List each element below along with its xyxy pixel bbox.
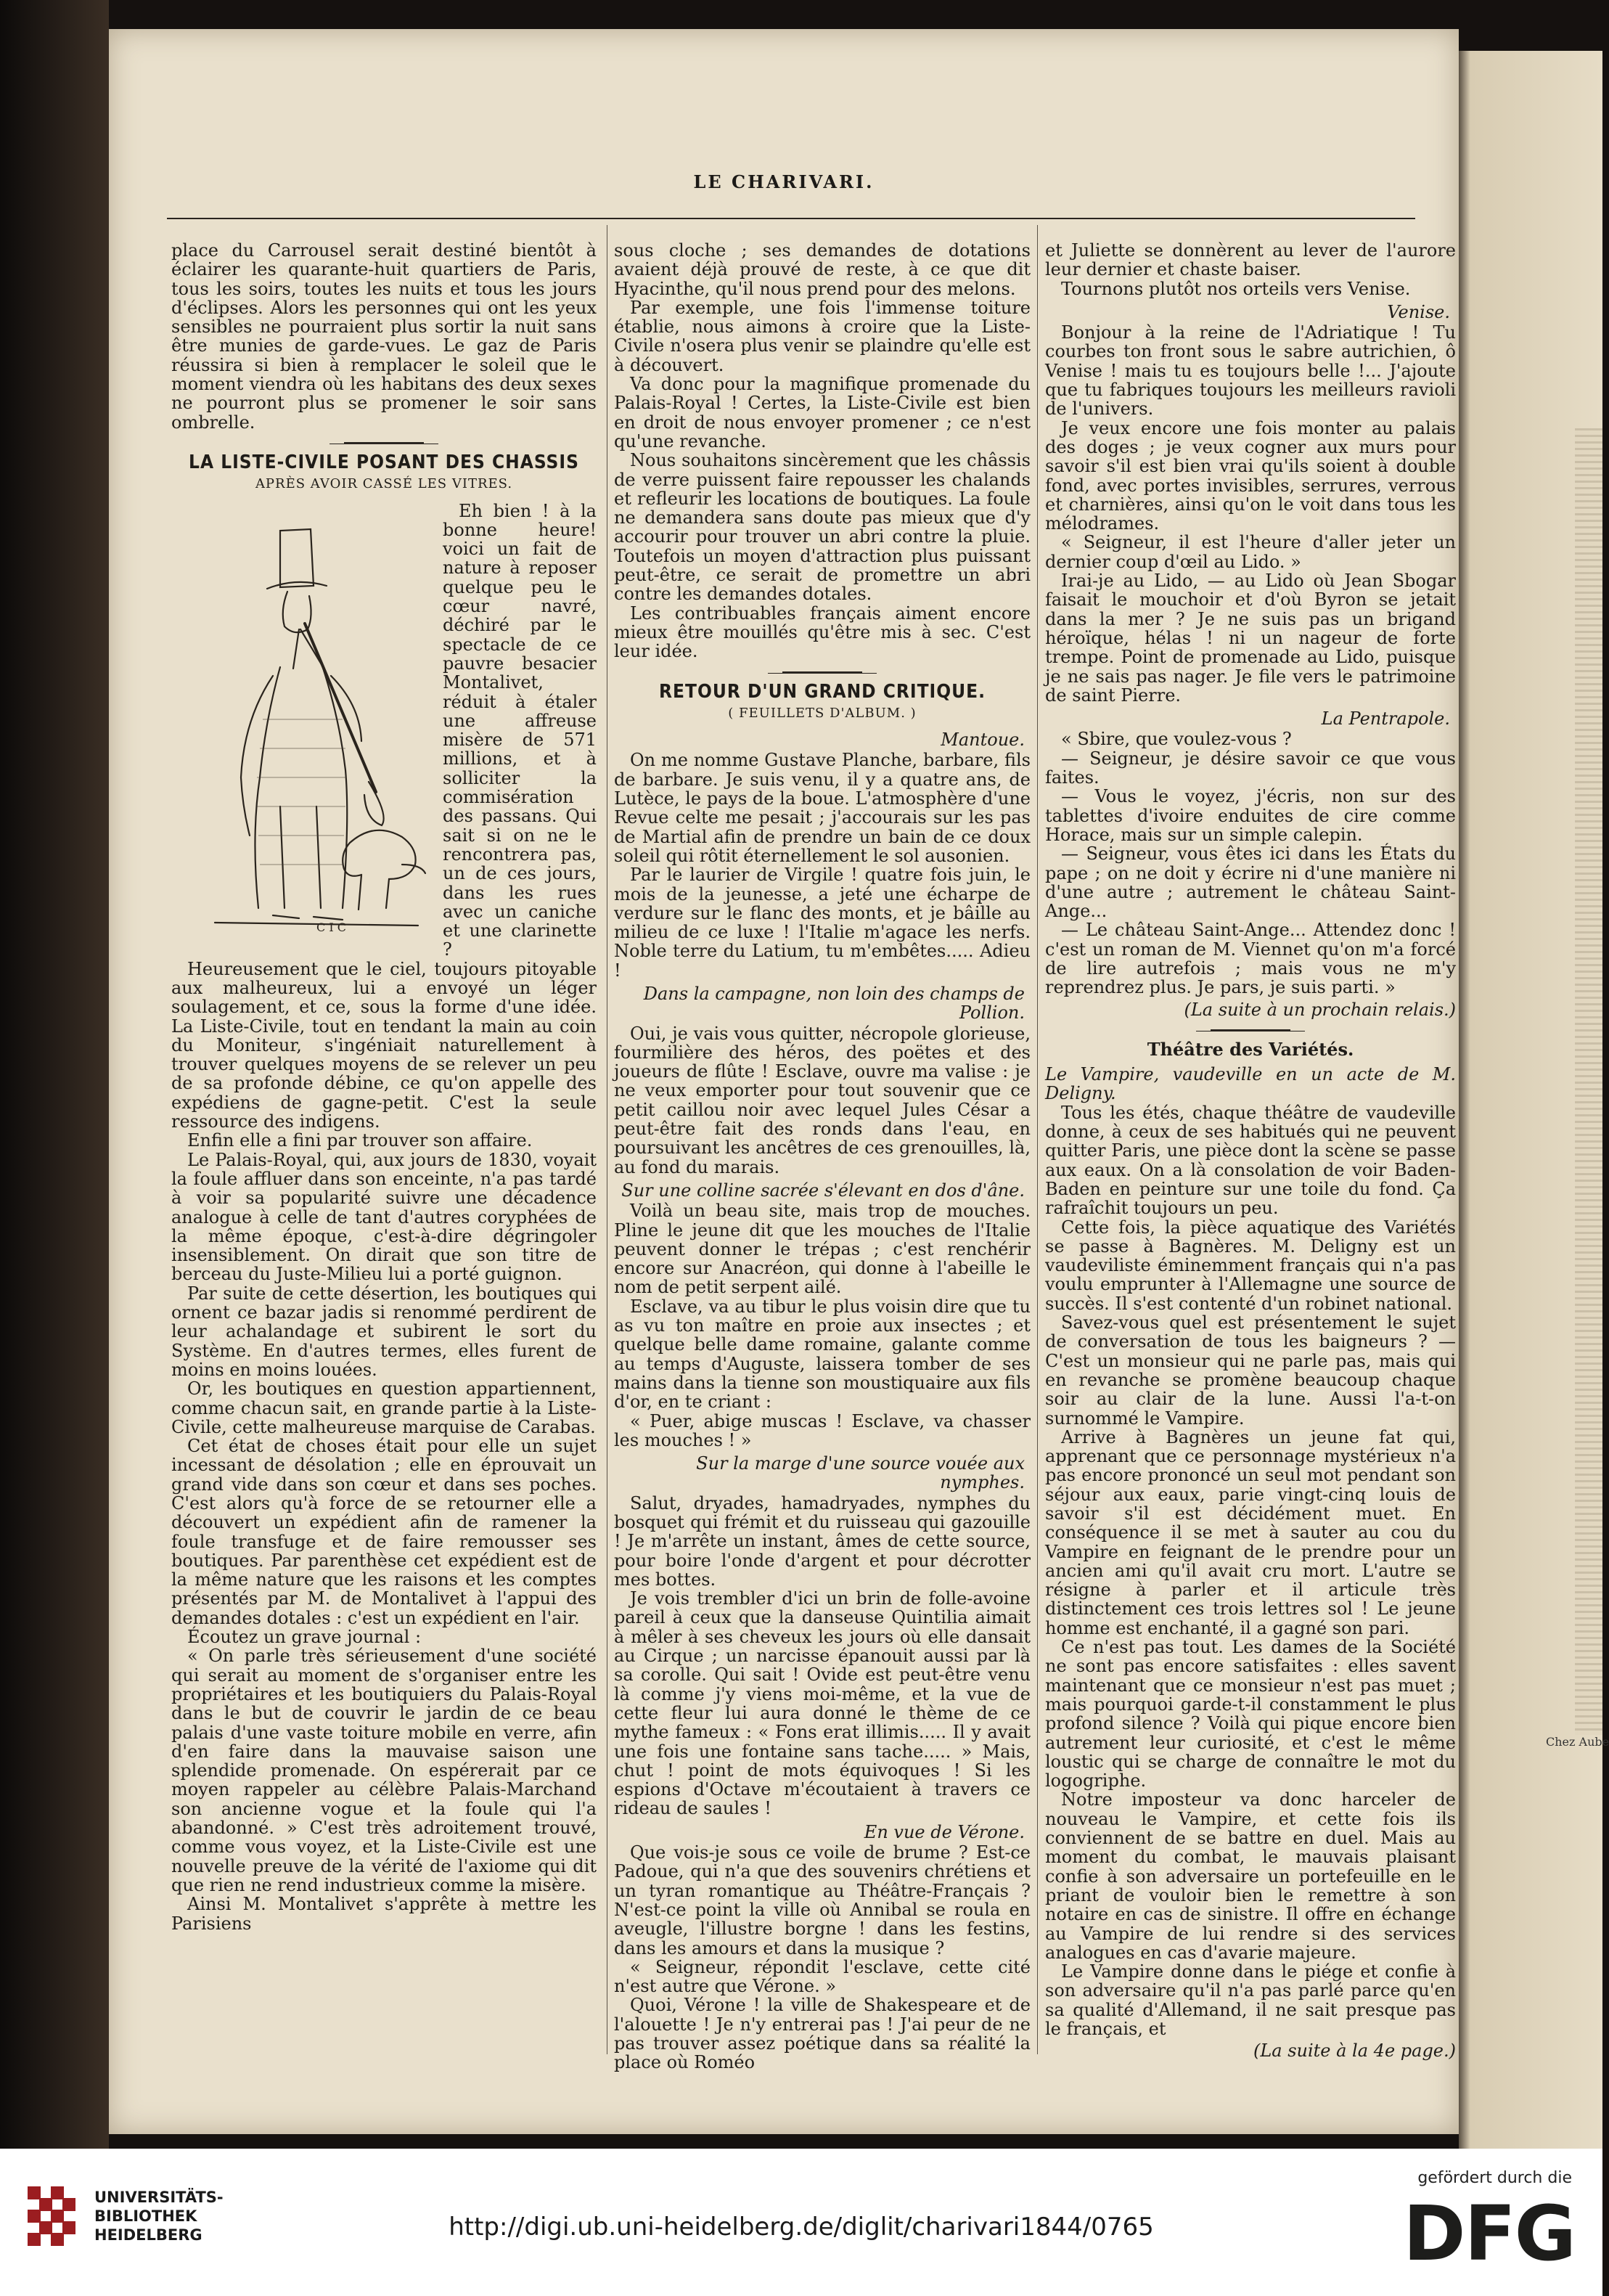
separator bbox=[782, 671, 862, 674]
article-title: LA LISTE-CIVILE POSANT DES CHASSIS bbox=[189, 451, 579, 473]
paragraph: Par le laurier de Virgile ! quatre fois juin, le mois de la jeunesse, a jeté une écharpe de verdure sur le flanc des monts, et je bâille au milieu de ce luxe ! l'Italie m'agace les nerfs. Noble terre du Latium, tu m'embêtes..... Adieu ! bbox=[614, 865, 1031, 981]
paragraph: Par exemple, une fois l'immense toiture établie, nous aimons à croire que la Liste-Civile n'osera plus venir se plaindre qu'elle est à découvert. bbox=[614, 297, 1031, 375]
paragraph: Tournons plutôt nos orteils vers Venise. bbox=[1061, 278, 1411, 299]
paragraph: Voilà un beau site, mais trop de mouches. Pline le jeune dit que les mouches de l'Italie peuvent donner le trépas ; c'est renchérir encore sur Anacréon, qui donne à l'abeille le nom de petit serpent ailé. bbox=[614, 1201, 1031, 1298]
dateline: La Pentrapole. bbox=[1321, 708, 1450, 730]
paragraph: « Sbire, que voulez-vous ? bbox=[1061, 729, 1292, 750]
paragraph: Savez-vous quel est présentement le sujet de conversation de tous les baigneurs ? — C'est un monsieur qui ne parle pas, mais qui en revanche se promène beaucoup chaque soir au clair de la lune. Aussi l'a-t-on surnommé le Vampire. bbox=[1045, 1312, 1456, 1429]
column-1 bbox=[171, 241, 597, 1933]
paragraph: sous cloche ; ses demandes de dotations avaient déjà prouvé de reste, à ce que dit Hyacinthe, qu'il nous prend pour des melons. bbox=[614, 240, 1031, 299]
paragraph: Le Palais-Royal, qui, aux jours de 1830, voyait la foule affluer dans son enceinte, n'a pas tardé à voir sa popularité suivre une décadence analogue à celle de tant d'autres coryphées de la même époque, c'est-à-dire dégringoler insensiblement. On dirait que son titre de berceau du Juste-Milieu lui a porté guignon. bbox=[171, 1149, 597, 1285]
play-title: Le Vampire, vaudeville en un acte de M. Deligny. bbox=[1045, 1064, 1456, 1104]
footer-bar bbox=[0, 2149, 1602, 2296]
paragraph: — Seigneur, je désire savoir ce que vous faites. bbox=[1045, 748, 1456, 788]
continuation-note: (La suite à la 4e page.) bbox=[1253, 2040, 1456, 2062]
continuation-note: (La suite à un prochain relais.) bbox=[1184, 999, 1456, 1020]
separator bbox=[1211, 1029, 1290, 1031]
paragraph: — Le château Saint-Ange... Attendez donc ! c'est un roman de M. Viennet qu'on m'a forcé de lire autrefois ; mais vous ne m'y reprendrez plus. Je pars, je suis parti. » bbox=[1045, 920, 1456, 998]
next-page-illustration bbox=[1575, 428, 1602, 1735]
paragraph: Cet état de choses était pour elle un sujet incessant de désolation ; elle en éprouvait un grand vide dans son cœur et dans ses poches. C'est alors qu'à force de se retourner elle a découvert un expédient afin de ramener la foule transfuge et de faire remousser ses boutiques. Par parenthèse cet expédient est de la même nature que les raisons et les comptes présentés par M. de Montalivet à l'appui des demandes dotales : c'est un expédient en l'air. bbox=[171, 1436, 597, 1628]
paragraph: Écoutez un grave journal : bbox=[187, 1627, 422, 1648]
paragraph: On me nomme Gustave Planche, barbare, fils de barbare. Je suis venu, il y a quatre ans, de Lutèce, le pays de la boue. L'atmosphère d'une Revue celte me pesait ; j'accourais sur les pas de Martial afin de prendre un bain de ce doux soleil qui rôtit éternellement le sol ausonien. bbox=[614, 750, 1031, 866]
next-page-strip bbox=[1459, 51, 1609, 2149]
paragraph: Notre imposteur va donc harceler de nouveau le Vampire, et cette fois ils conviennent de se battre en duel. Mais au moment du combat, le mauvais plaisant confie à son adversaire un portefeuille en le priant de vouloir bien le remettre à son notaire en cas de sinistre. Il offre en échange au Vampire de lui rendre si des services analogues en cas d'avarie majeure. bbox=[1045, 1789, 1456, 1963]
library-name-line: UNIVERSITÄTS- bbox=[94, 2189, 224, 2206]
paragraph: Par suite de cette désertion, les boutiques qui ornent ce bazar jadis si renommé perdirent de leur achalandage et subirent le sort du Système. En d'autres termes, elles furent de moins en moins louées. bbox=[171, 1283, 597, 1380]
paragraph: Cette fois, la pièce aquatique des Variétés se passe à Bagnères. M. Deligny est un vaudeviliste éminemment français qui n'a pas voulu emprunter à l'Allemagne une source de succès. Il s'est contenté d'un robinet national. bbox=[1045, 1217, 1456, 1314]
dateline: Sur une colline sacrée s'élevant en dos d'âne. bbox=[621, 1180, 1025, 1201]
intro-paragraph: place du Carrousel serait destiné bientôt à éclairer les quarante-huit quartiers de Paris, tous les soirs, toutes les nuits et tous les jours d'éclipses. Alors les personnes qui ont les yeux sensibles ne pourraient plus sortir la nuit sans être munies de garde-vues. Le gaz de Paris réussira si bien à remplacer le soleil que le moment viendra où les habitans des deux sexes ne pourront plus se promener le soir sans ombrelle. bbox=[171, 240, 597, 433]
paragraph: Irai-je au Lido, — au Lido où Jean Sbogar faisait le mouchoir et d'où Byron se jetait dans la mer ? Je ne suis pas un brigand héroïque, hélas ! ni un nageur de forte trempe. Point de promenade au Lido, puisque je ne sais pas nager. Je file vers le patrimoine de saint Pierre. bbox=[1045, 571, 1456, 706]
column-3 bbox=[1045, 241, 1456, 2061]
article-subtitle: APRÈS AVOIR CASSÉ LES VITRES. bbox=[255, 476, 513, 492]
column-rule-2 bbox=[1037, 225, 1038, 2054]
paragraph: Je vois trembler d'ici un brin de folle-avoine pareil à ceux que la danseuse Quintilia aimait à mêler à ses cheveux les jours où elle dansait au Cirque ; un narcisse épanouit aussi par là sa corolle. Qui sait ! Ovide est peut-être venu là comme j'y viens moi-même, et la vue de cette fleur lui aura donné le thème de ce mythe fameux : « Fons erat illimis..... Il y avait une fois une fontaine sans tache..... » Mais, chut ! point de mots équivoques ! Si les espions d'Octave m'écoutaient à travers ce rideau de saules ! bbox=[614, 1588, 1031, 1819]
paragraph: Tous les étés, chaque théâtre de vaudeville donne, à ceux de ses habitués qui ne peuvent quitter Paris, une pièce dont la scène se passe aux eaux. On a là consolation de voir Baden-Baden en peinture sur une toile du fond. Ça rafraîchit toujours un peu. bbox=[1045, 1102, 1456, 1219]
book-spine-edge bbox=[0, 0, 109, 2149]
masthead-rule bbox=[167, 218, 1415, 219]
paragraph: Bonjour à la reine de l'Adriatique ! Tu courbes ton front sous le sabre autrichien, ô Venise ! mais tu es toujours belle !... J'ajoute que tu fabriques toujours les meilleurs ravioli de l'univers. bbox=[1045, 322, 1456, 420]
column-2 bbox=[614, 241, 1031, 2072]
paragraph: Je veux encore une fois monter au palais des doges ; je veux cogner aux murs pour savoir s'il est bien vrai qu'ils soient à double fond, avec portes invisibles, serrures, verrous et charnières, ainsi qu'on le voit dans tous les mélodrames. bbox=[1045, 417, 1456, 534]
paragraph: Salut, dryades, hamadryades, nymphes du bosquet qui frémit et du ruisseau qui gazouille ! Je m'arrête un instant, âmes de cette source, pour boire l'onde d'argent et pour décrotter mes bottes. bbox=[614, 1492, 1031, 1590]
library-name-line: HEIDELBERG bbox=[94, 2226, 202, 2244]
funded-by-label: gefördert durch die bbox=[1417, 2169, 1572, 2187]
paragraph: « Seigneur, il est l'heure d'aller jeter un dernier coup d'œil au Lido. » bbox=[1045, 532, 1456, 572]
paragraph: Va donc pour la magnifique promenade du Palais-Royal ! Certes, la Liste-Civile est bien en droit de nous envoyer promener ; ce n'est qu'une revanche. bbox=[614, 374, 1031, 452]
paragraph: et Juliette se donnèrent au lever de l'aurore leur dernier et chaste baiser. bbox=[1045, 240, 1456, 280]
paragraph: Ce n'est pas tout. Les dames de la Société ne sont pas encore satisfaites : elles savent maintenant que ce monsieur n'est pas muet ; mais pourquoi garde-t-il constamment le plus profond silence ? Voilà qui pique encore bien autrement leur curiosité, et c'est le même loustic qui se charge de connaître le mot du logogriphe. bbox=[1045, 1637, 1456, 1792]
dateline: Mantoue. bbox=[941, 730, 1025, 751]
dateline: Dans la campagne, non loin des champs de Pollion. bbox=[643, 983, 1025, 1024]
paragraph: Arrive à Bagnères un jeune fat qui, apprenant que ce personnage mystérieux n'a pas encore prononcé un seul mot pendant son séjour aux eaux, parie vingt-cinq louis de savoir s'il est décidément muet. En conséquence il se met à sauter au cou du Vampire en feignant de le prendre pour un ancien ami qu'il avait cru mort. L'autre se résigne à parler et il articule très distinctement ces trois lettres sol ! Le jeune homme est enchanté, il a gagné son pari. bbox=[1045, 1426, 1456, 1638]
source-url-link[interactable]: http://digi.ub.uni-heidelberg.de/diglit/charivari1844/0765 bbox=[449, 2213, 1154, 2242]
dfg-logo: DFG bbox=[1403, 2189, 1575, 2278]
library-name-line: BIBLIOTHEK bbox=[94, 2207, 197, 2225]
dateline: Venise. bbox=[1387, 301, 1450, 322]
paragraph: Or, les boutiques en question appartiennent, comme chacun sait, en grande partie à la Liste-Civile, cette malheureuse marquise de Carabas. bbox=[171, 1378, 597, 1437]
section-title: Théâtre des Variétés. bbox=[1147, 1038, 1354, 1060]
clarinet-player-drawing bbox=[171, 502, 433, 937]
paragraph: « Puer, abige muscas ! Esclave, va chasser les mouches ! » bbox=[614, 1410, 1031, 1450]
illustration-signature: C I C bbox=[316, 920, 346, 934]
paragraph: Les contribuables français aiment encore mieux être mouillés qu'être mis à sec. C'est leur idée. bbox=[614, 602, 1031, 662]
paragraph: Esclave, va au tibur le plus voisin dire que tu as vu ton maître en proie aux insectes ; et quelque belle dame romaine, galante comme au temps d'Auguste, laissera tomber de ses mains dans la tienne son moustiquaire aux fils d'or, en te criant : bbox=[614, 1296, 1031, 1413]
paragraph: Enfin elle a fini par trouver son affaire. bbox=[187, 1130, 533, 1151]
newspaper-page bbox=[109, 29, 1459, 2134]
masthead: LE CHARIVARI. bbox=[693, 171, 875, 192]
paragraph: Nous souhaitons sincèrement que les châssis de verre puissent faire repousser les chalands et refleurir les locations de boutiques. La foule ne demandera sans doute pas mieux que d'y accourir pour trouver un abri contre la pluie. Toutefois un moyen d'attraction plus puissant peut-être, ce serait de promettre un abri contre les demandes dotales. bbox=[614, 450, 1031, 605]
caricature-illustration bbox=[171, 502, 433, 937]
paragraph: — Vous le voyez, j'écris, non sur des tablettes d'ivoire enduites de cire comme Horace, mais sur un simple calepin. bbox=[1045, 786, 1456, 845]
paragraph: Eh bien ! à la bonne heure! voici un fait de nature à reposer quelque peu le cœur navré, déchiré par le spectacle de ce pauvre besacier Montalivet, réduit à étaler une affreuse misère de 571 millions, et à solliciter la commisération des passans. Qui sait si on ne le rencontrera pas, un de ces jours, dans les rues avec un caniche et une clarinette ? bbox=[443, 500, 597, 960]
paragraph: Que vois-je sous ce voile de brume ? Est-ce Padoue, qui n'a que des souvenirs chrétiens et un tyran romantique au Théâtre-Français ? N'est-ce point la ville où Annibal se roula en aveugle, l'illustre borgne ! dans les festins, dans les amours et dans la musique ? bbox=[614, 1842, 1031, 1958]
separator bbox=[344, 442, 424, 444]
dateline: Sur la marge d'une source vouée aux nymphes. bbox=[696, 1453, 1025, 1493]
paragraph: Heureusement que le ciel, toujours pitoyable aux malheureux, lui a envoyé un léger soulagement, et ce, sous la forme d'une idée. La Liste-Civile, tout en tendant la main au coin du Moniteur, s'ingéniait naturellement à trouver quelques moyens de se relever un peu de sa profonde débine, ce qu'on appelle des expédiens de gagne-petit. C'est la seule ressource des indigens. bbox=[171, 958, 597, 1132]
paragraph: — Seigneur, vous êtes ici dans les États du pape ; on ne doit y écrire ni d'une manière ni d'une autre ; autrement le château Saint-Ange... bbox=[1045, 843, 1456, 922]
next-page-caption: Chez Aube bbox=[1546, 1735, 1609, 1749]
article-subtitle: ( FEUILLETS D'ALBUM. ) bbox=[728, 705, 917, 721]
paragraph: Quoi, Vérone ! la ville de Shakespeare et de l'alouette ! Je n'y entrerai pas ! J'ai peur de ne pas trouver assez poétique dans sa réalité la place où Roméo bbox=[614, 1995, 1031, 2073]
paragraph: Le Vampire donne dans le piége et confie à son adversaire qu'il n'a pas parlé parce qu'en sa qualité d'Allemand, il ne sait presque pas le français, et bbox=[1045, 1961, 1456, 2040]
article-title: RETOUR D'UN GRAND CRITIQUE. bbox=[659, 680, 986, 703]
dateline: En vue de Vérone. bbox=[864, 1821, 1025, 1842]
paragraph: « On parle très sérieusement d'une société qui serait au moment de s'organiser entre les propriétaires et les boutiquiers du Palais-Royal dans le but de couvrir le jardin de ce beau palais d'une vaste toiture mobile en verre, afin d'en faire dans la mauvaise saison une splendide promenade. On espérerait par ce moyen rappeler au célèbre Palais-Marchand son ancienne vogue et la foule qui l'a abandonné. » C'est très adroitement trouvé, comme vous voyez, et la Liste-Civile est une nouvelle preuve de la vérité de l'axiome qui dit que rien ne rend industrieux comme la misère. bbox=[171, 1646, 597, 1895]
paragraph: Ainsi M. Montalivet s'apprête à mettre les Parisiens bbox=[171, 1894, 597, 1934]
paragraph: « Seigneur, répondit l'esclave, cette cité n'est autre que Vérone. » bbox=[614, 1956, 1031, 1997]
paragraph: Oui, je vais vous quitter, nécropole glorieuse, fourmilière des héros, des poëtes et des joueurs de flûte ! Esclave, ouvre ma valise : je ne veux emporter pour tout souvenir que ce petit caillou noir avec lequel Jules César a peut-être fait des ronds dans l'eau, en poursuivant les ancêtres de ces grenouilles, là, au fond du marais. bbox=[614, 1023, 1031, 1177]
